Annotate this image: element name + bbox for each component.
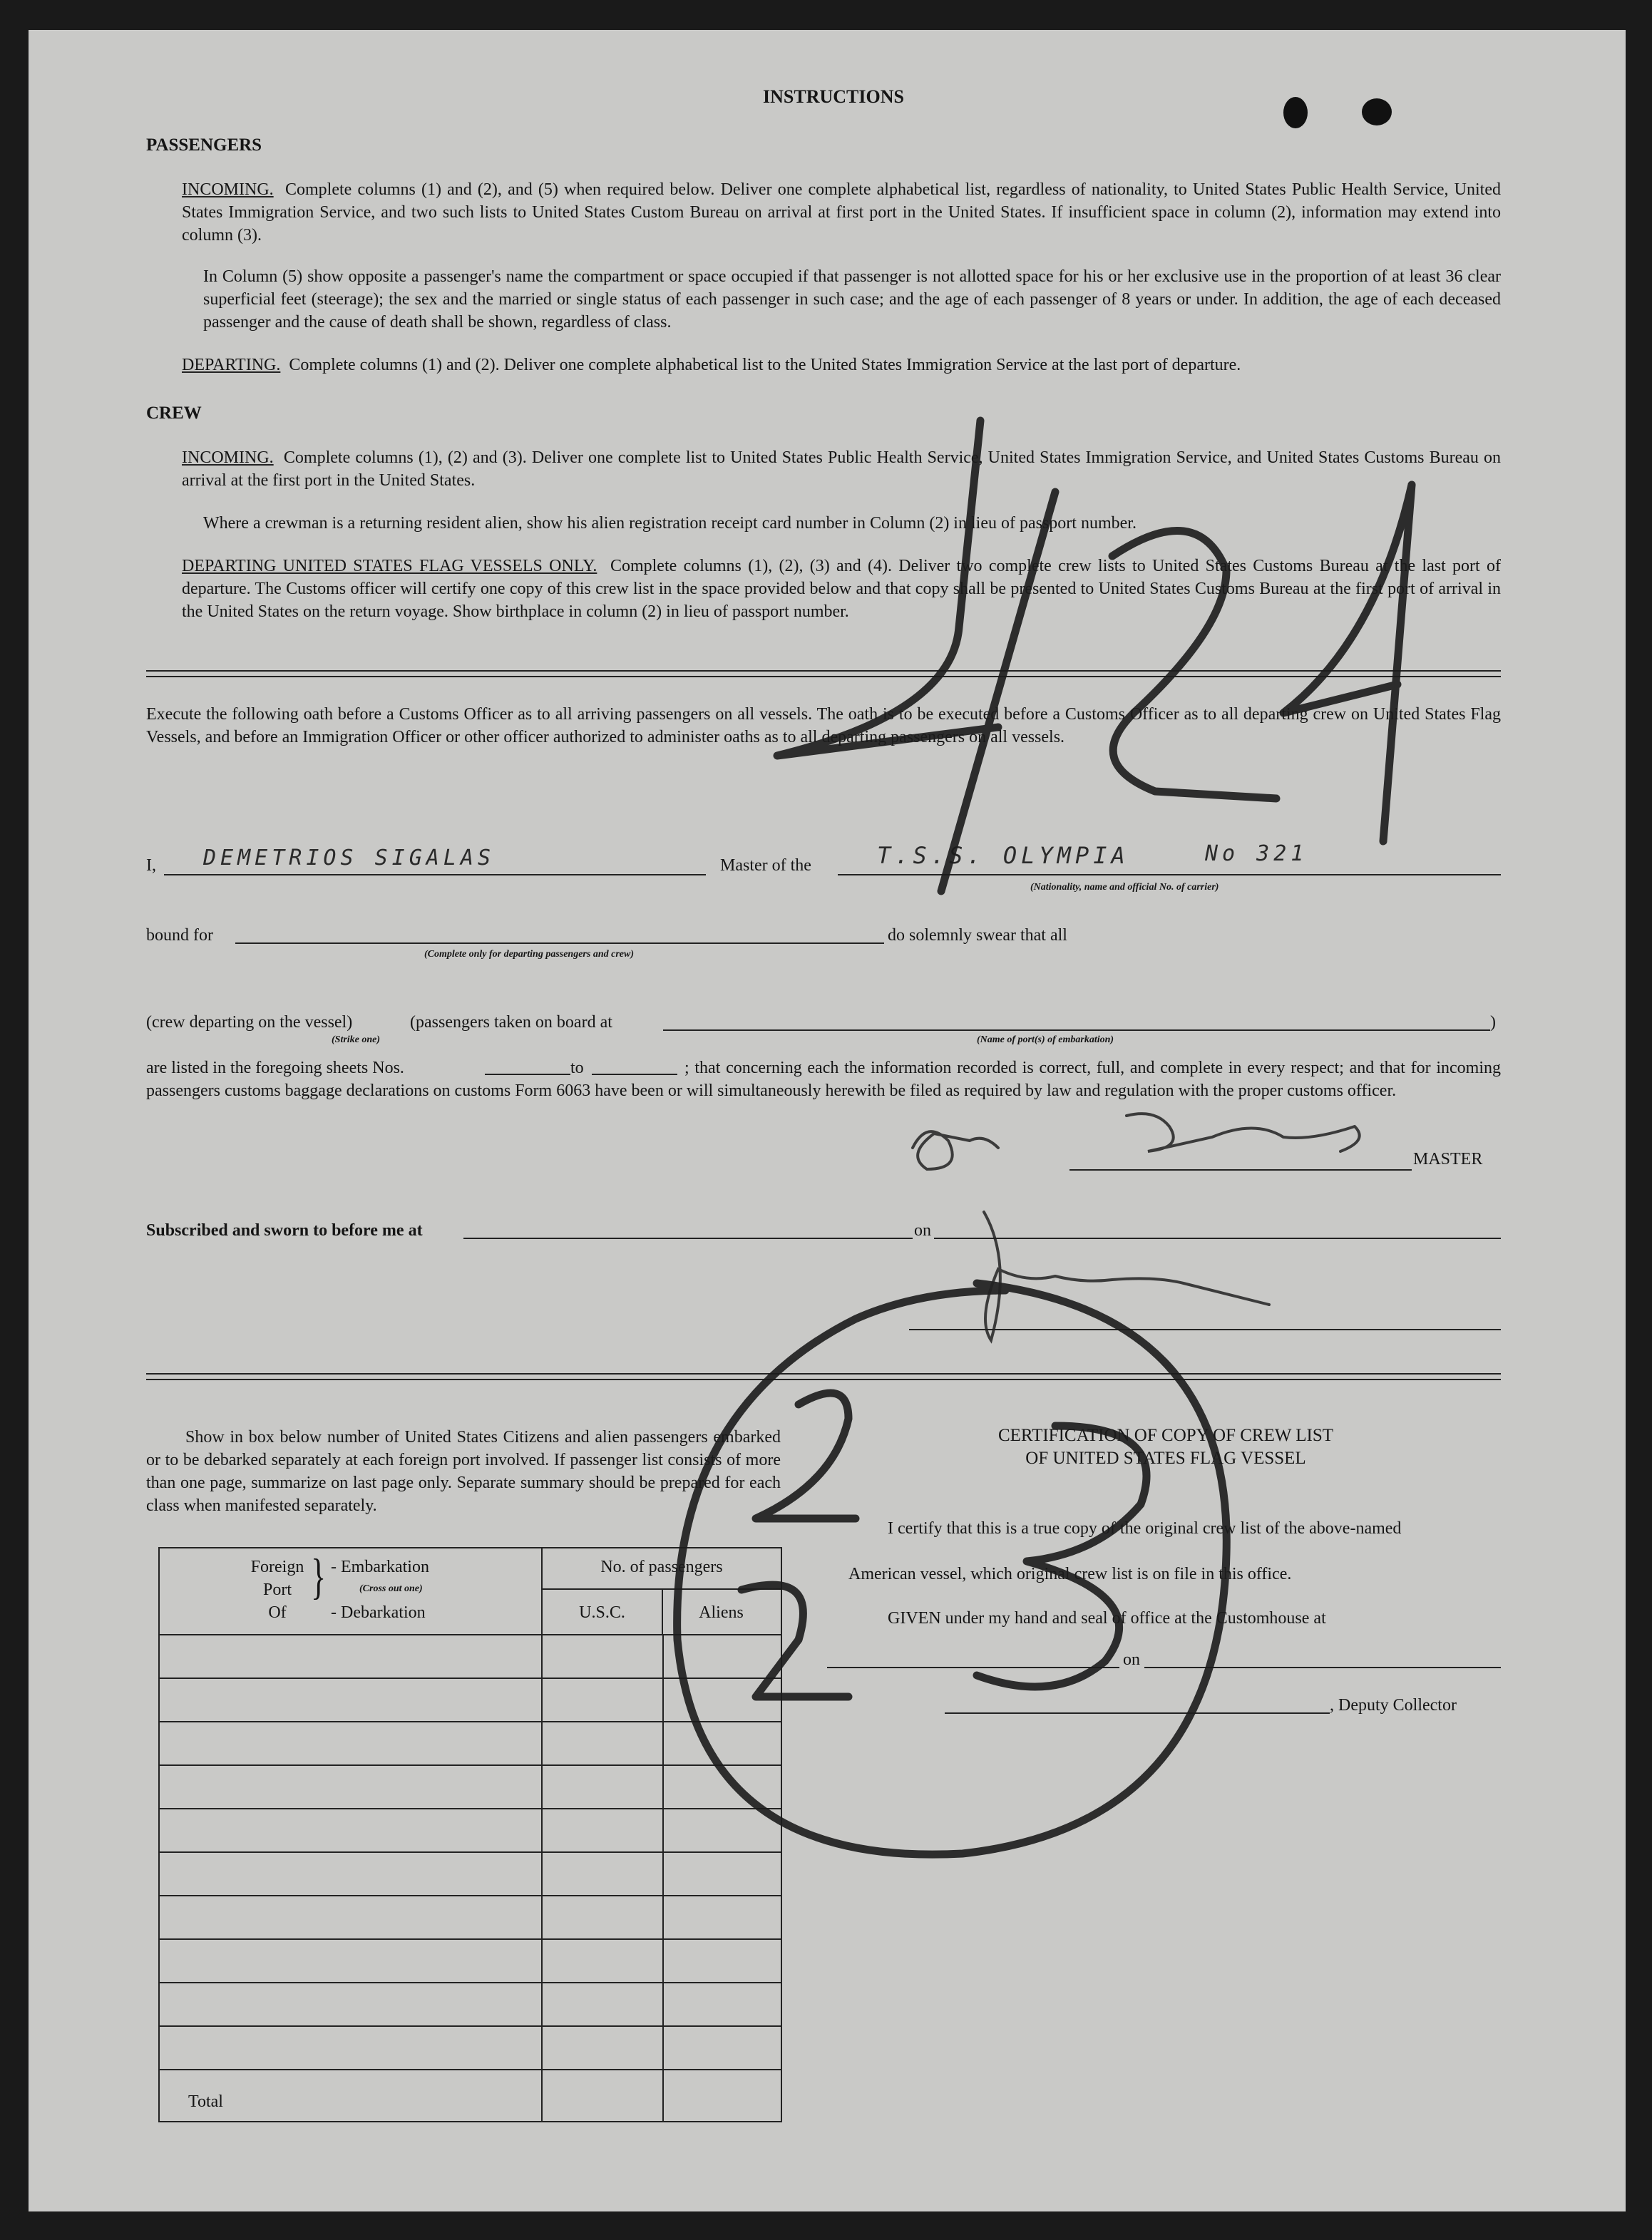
master-of-label: Master of the	[720, 856, 811, 875]
bound-for-label: bound for	[146, 926, 213, 945]
crew-departing-label: DEPARTING UNITED STATES FLAG VESSELS ONLY.	[182, 557, 597, 575]
bound-caption: (Complete only for departing passengers and crew)	[424, 949, 634, 960]
total-row	[159, 2070, 781, 2122]
debarkation-label: - Debarkation	[331, 1603, 426, 1622]
deputy-collector-label: , Deputy Collector	[1330, 1696, 1457, 1715]
departing-label: DEPARTING.	[182, 356, 281, 374]
punch-hole-mark	[1283, 97, 1308, 128]
listed-to-label: to	[570, 1059, 584, 1077]
sworn-place-line	[463, 1238, 913, 1239]
incoming-label: INCOMING.	[182, 180, 274, 199]
crew-crewman-note: Where a crewman is a returning resident alien, show his alien registration receipt card number in Column (2) in lieu of passport number.	[203, 514, 1137, 533]
oath-intro: Execute the following oath before a Customs Officer as to all arriving passengers on all vessels. The oath is to be executed before a Customs Officer as to all departing crew on United States Flag Vessels, and before an Immigration Officer or other officer authorized to administer oaths as to all departing passengers on all vessels.	[146, 705, 1501, 746]
sworn-on-label: on	[914, 1221, 931, 1240]
passengers-column5: In Column (5) show opposite a passenger's name the compartment or space occupied if that passenger is not allotted space for his or her exclusive use in the proportion of at least 36 clear superficial feet (steerage); the sex and the married or single status of each passenger in such case; and the age of each passenger of 8 years or under. In addition, the age of each deceased passenger and the cause of death shall be shown, regardless of class.	[203, 267, 1501, 332]
bound-for-line	[235, 942, 884, 944]
passengers-heading: PASSENGERS	[146, 135, 262, 155]
vessel-official-no: No 321	[1205, 841, 1308, 866]
master-label: MASTER	[1413, 1150, 1483, 1168]
of-label: Of	[268, 1603, 287, 1622]
crew-departing-option: (crew departing on the vessel)	[146, 1013, 353, 1032]
certification-line-3: GIVEN under my hand and seal of office at the Customhouse at	[888, 1609, 1326, 1628]
passenger-count-header	[542, 1548, 781, 1635]
passenger-summary-table	[158, 1547, 782, 2122]
crew-incoming-label: INCOMING.	[182, 448, 274, 467]
foreign-label: Foreign	[250, 1558, 304, 1576]
vessel-name: T.S.S. OLYMPIA	[877, 842, 1129, 869]
vessel-caption: (Nationality, name and official No. of carrier)	[1030, 882, 1219, 893]
no-passengers-label: No. of passengers	[600, 1558, 723, 1576]
certification-line-1: I certify that this is a true copy of the original crew list of the above-named	[888, 1519, 1402, 1538]
certification-title-2: OF UNITED STATES FLAG VESSEL	[1025, 1449, 1306, 1468]
listed-text: ; that concerning each the information recorded is correct, full, and complete in every respect; and that for incoming passengers customs baggage declarations on customs Form 6063 have been or will simultaneously herewith be filed as required by law and regulation with the proper customs officer.	[146, 1059, 1501, 1100]
certification-on-label: on	[1123, 1650, 1140, 1669]
table-row	[159, 1635, 781, 1678]
usc-label: U.S.C.	[579, 1603, 625, 1622]
table-row	[159, 1939, 781, 1983]
departing-text: Complete columns (1) and (2). Deliver one complete alphabetical list to the United States Immigration Service at the last port of departure.	[289, 356, 1241, 374]
crew-incoming-text: Complete columns (1), (2) and (3). Deliver one complete list to United States Public Health Service, United States Immigration Service, and United States Customs Bureau on arrival at the first port in the United States.	[182, 448, 1501, 490]
embarkation-port-line	[663, 1029, 1490, 1031]
embarkation-label: - Embarkation	[331, 1558, 429, 1576]
deputy-signature-line	[945, 1712, 1330, 1714]
table-row	[159, 1678, 781, 1722]
summary-instructions: Show in box below number of United States Citizens and alien passengers embarked or to be debarked separately at each foreign port involved. If passenger list consists of more than one page, summarize on last page only. Separate summary should be prepared for each class when manifested separately.	[146, 1428, 781, 1515]
page-title: INSTRUCTIONS	[763, 86, 904, 107]
cross-out-caption: (Cross out one)	[359, 1583, 423, 1594]
punch-hole-mark	[1362, 98, 1392, 125]
master-name-line	[164, 874, 706, 875]
table-row	[159, 1983, 781, 2026]
table-row	[159, 2026, 781, 2070]
passengers-taken-option: (passengers taken on board at	[410, 1013, 612, 1032]
officer-signature-line	[909, 1329, 1501, 1330]
port-caption: (Name of port(s) of embarkation)	[977, 1034, 1114, 1045]
crew-incoming	[182, 446, 1501, 492]
section-divider	[146, 1373, 1501, 1380]
listed-label: are listed in the foregoing sheets Nos.	[146, 1059, 404, 1077]
strike-caption: (Strike one)	[332, 1034, 381, 1045]
section-divider	[146, 670, 1501, 677]
customhouse-line	[827, 1667, 1119, 1668]
oath-i-label: I,	[146, 856, 156, 875]
total-label: Total	[188, 2092, 223, 2111]
crew-departing	[182, 555, 1501, 623]
master-name: DEMETRIOS SIGALAS	[203, 846, 496, 870]
port-label: Port	[262, 1581, 292, 1599]
subscribed-label: Subscribed and sworn to before me at	[146, 1221, 423, 1240]
table-row	[159, 1809, 781, 1852]
brace-mark: }	[311, 1548, 327, 1605]
aliens-label: Aliens	[699, 1603, 744, 1622]
passengers-incoming	[182, 178, 1501, 247]
passengers-departing	[182, 354, 1501, 376]
table-row	[159, 1896, 781, 1939]
vessel-line	[838, 874, 1501, 875]
certification-title-1: CERTIFICATION OF COPY OF CREW LIST	[997, 1426, 1334, 1445]
close-paren: )	[1490, 1013, 1496, 1032]
foreign-port-header	[159, 1548, 542, 1635]
certification-date-line	[1144, 1667, 1501, 1668]
sworn-date-line	[934, 1238, 1501, 1239]
table-row	[159, 1765, 781, 1809]
table-row	[159, 1852, 781, 1896]
table-row	[159, 1722, 781, 1765]
master-signature-line	[1069, 1169, 1412, 1171]
crew-departing-text: Complete columns (1), (2), (3) and (4). Deliver two complete crew lists to United States Customs Bureau at the last port of departure. The Customs officer will certify one copy of this crew list in the space provided below and that copy shall be presented to United States Customs Bureau at the first port of arrival in the United States on the return voyage. Show birthplace in column (2) in lieu of passport number.	[182, 557, 1501, 621]
certification-line-2: American vessel, which original crew list is on file in this office.	[848, 1565, 1292, 1583]
incoming-text: Complete columns (1) and (2), and (5) when required below. Deliver one complete alphabetical list, regardless of nationality, to United States Public Health Service, United States Immigration Service, and two such lists to United States Custom Bureau on arrival at first port in the United States. If insufficient space in column (2), information may extend into column (3).	[182, 180, 1501, 245]
swear-text: do solemnly swear that all	[888, 926, 1067, 945]
crew-heading: CREW	[146, 404, 202, 423]
